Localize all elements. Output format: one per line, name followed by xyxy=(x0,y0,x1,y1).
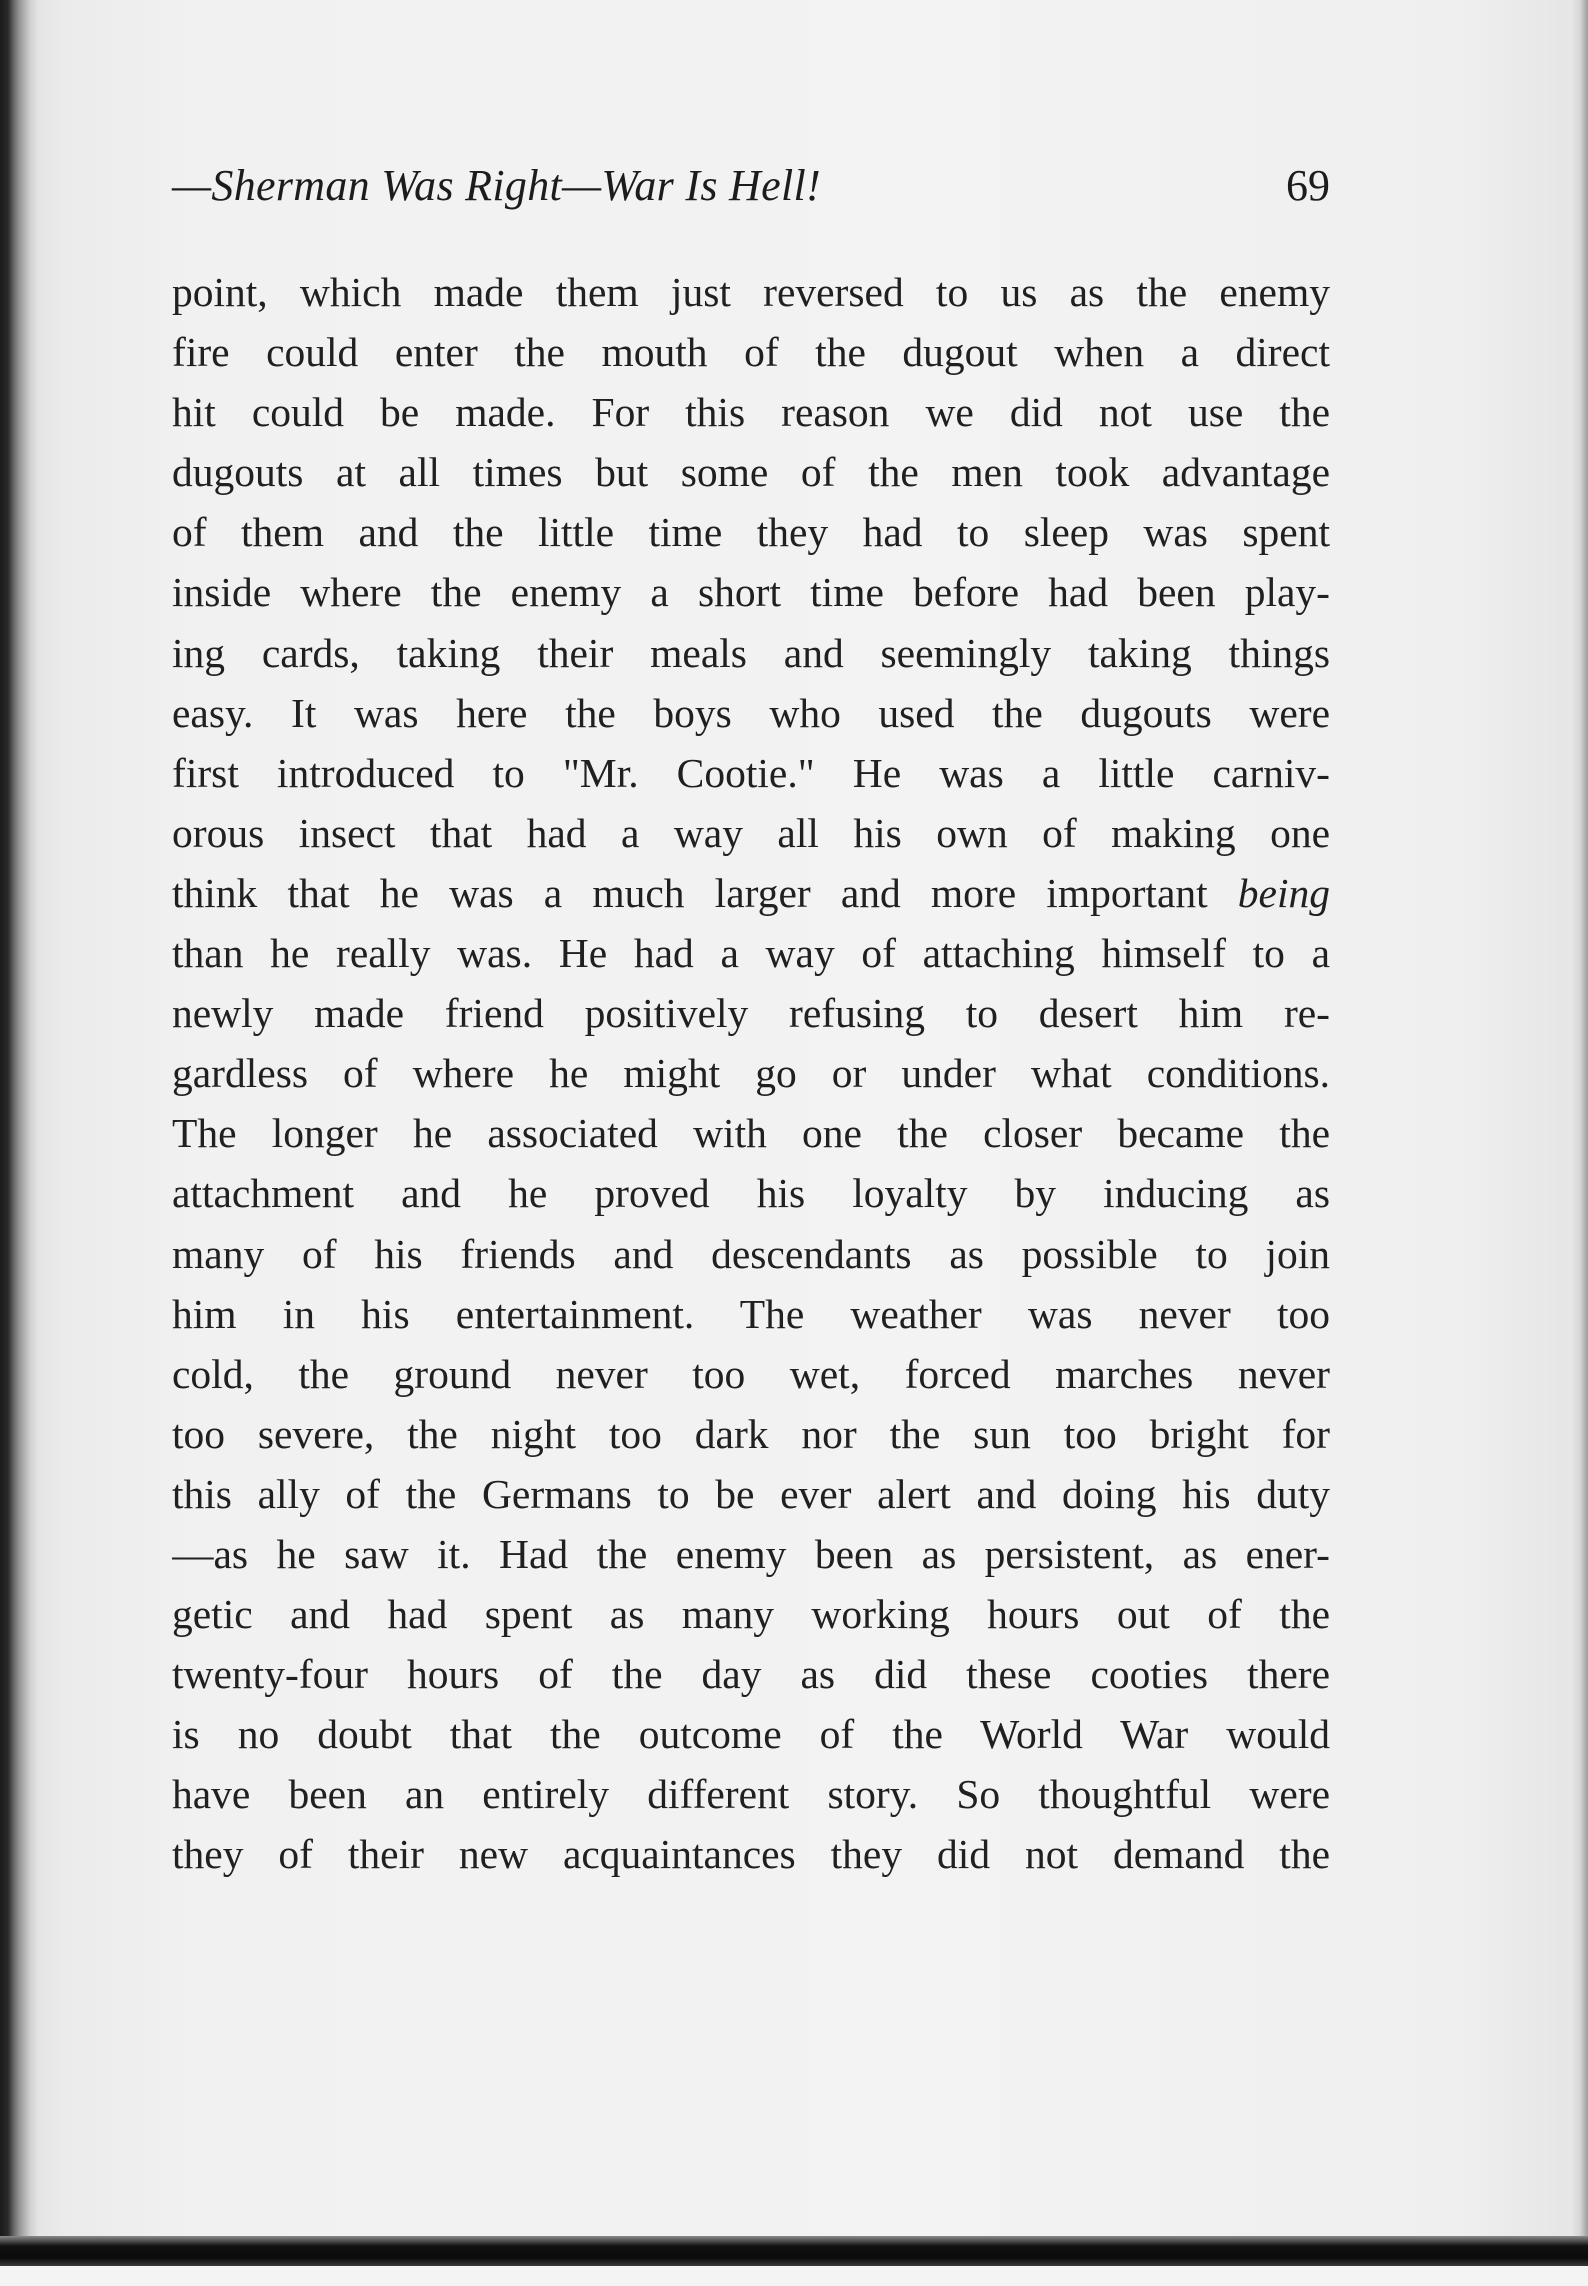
text-line: orous insect that had a way all his own of making one xyxy=(172,809,1330,856)
text-line: of them and the little time they had to sleep was spent xyxy=(172,509,1330,556)
text-line: this ally of the Germans to be ever alert and doing his duty xyxy=(172,1470,1330,1517)
text-line: easy. It was here the boys who used the dugouts were xyxy=(172,689,1330,736)
emphasized-word: being xyxy=(1237,869,1330,916)
text-line: think that he was a much larger and more important being xyxy=(172,869,1330,916)
text-line: many of his friends and descendants as possible to join xyxy=(172,1230,1330,1277)
text-line: attachment and he proved his loyalty by inducing as xyxy=(172,1170,1330,1217)
page-right-edge xyxy=(1570,0,1588,2286)
binding-edge xyxy=(0,0,38,2286)
text-line: getic and had spent as many working hours out of the xyxy=(172,1591,1330,1638)
text-line: —as he saw it. Had the enemy been as persistent, as ener- xyxy=(172,1530,1330,1577)
scan-margin xyxy=(0,2266,1588,2286)
text-line: gardless of where he might go or under what conditions. xyxy=(172,1050,1330,1097)
text-line: point, which made them just reversed to us as the enemy xyxy=(172,269,1330,315)
page-bottom-edge xyxy=(0,2236,1588,2266)
text-line: cold, the ground never too wet, forced marches never xyxy=(172,1350,1330,1397)
text-line: than he really was. He had a way of attaching himself to a xyxy=(172,930,1330,977)
running-head: —Sherman Was Right—War Is Hell! xyxy=(172,161,821,210)
text-line: him in his entertainment. The weather was never too xyxy=(172,1290,1330,1337)
text-line: they of their new acquaintances they did not demand the xyxy=(172,1831,1330,1878)
page-header xyxy=(172,160,1330,220)
text-line: ing cards, taking their meals and seemingly taking things xyxy=(172,629,1330,676)
text-line: first introduced to "Mr. Cootie." He was a little carniv- xyxy=(172,749,1330,796)
text-line: fire could enter the mouth of the dugout when a direct xyxy=(172,329,1330,376)
page-number: 69 xyxy=(1286,161,1330,210)
text-line: The longer he associated with one the closer became the xyxy=(172,1110,1330,1157)
body-text xyxy=(172,262,1330,1885)
text-line: inside where the enemy a short time before had been play- xyxy=(172,569,1330,616)
text-line: twenty-four hours of the day as did these cooties there xyxy=(172,1651,1330,1698)
text-line: too severe, the night too dark nor the sun too bright for xyxy=(172,1410,1330,1457)
text-line: have been an entirely different story. So thoughtful were xyxy=(172,1771,1330,1818)
text-line: hit could be made. For this reason we did not use the xyxy=(172,389,1330,436)
text-line: newly made friend positively refusing to desert him re- xyxy=(172,990,1330,1037)
text-line: dugouts at all times but some of the men took advantage xyxy=(172,449,1330,496)
text-line: is no doubt that the outcome of the World War would xyxy=(172,1711,1330,1758)
